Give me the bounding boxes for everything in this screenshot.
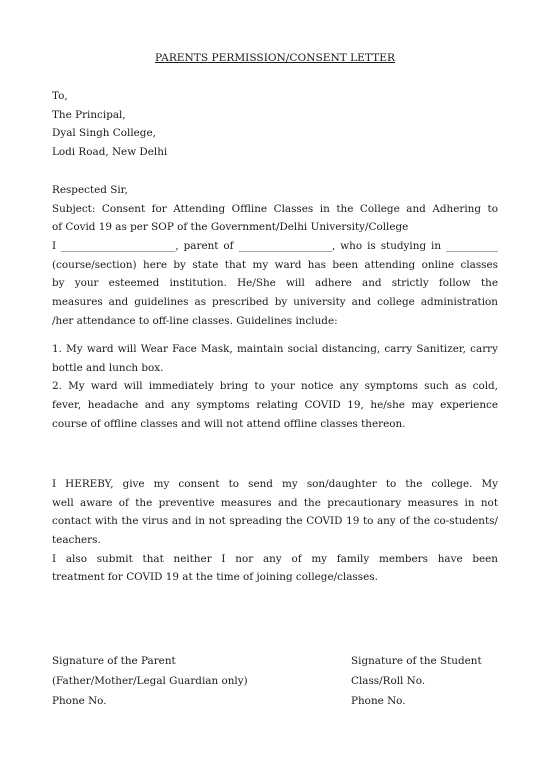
parent-phone-label: Phone No. xyxy=(52,695,107,707)
subject-line: of Covid 19 as per SOP of the Government/Delhi University/College xyxy=(52,221,409,234)
letter-title: PARENTS PERMISSION/CONSENT LETTER xyxy=(155,52,395,64)
consent-line: teachers. xyxy=(52,534,101,547)
body-line: measures and guidelines as prescribed by university and college administration xyxy=(52,296,498,309)
consent-line: well aware of the preventive measures and the precautionary measures in not xyxy=(52,496,498,509)
body-line: by your esteemed institution. He/She will adhere and strictly follow the xyxy=(52,277,498,290)
consent-line: I also submit that neither I nor any of my family members have been xyxy=(52,552,498,565)
parent-signature-label: Signature of the Parent xyxy=(52,655,176,667)
guideline-line: course of offline classes and will not attend offline classes thereon. xyxy=(52,417,406,430)
address-line: Lodi Road, New Delhi xyxy=(52,146,168,159)
recipient-address xyxy=(52,87,498,162)
guideline-line: 2. My ward will immediately bring to your notice any symptoms such as cold, xyxy=(52,380,498,393)
consent-line: I HEREBY, give my consent to send my son/daughter to the college. My xyxy=(52,478,498,490)
guidelines-list xyxy=(52,340,498,433)
address-line: The Principal, xyxy=(52,108,126,121)
body-line: (course/section) here by state that my ward has been attending online classes xyxy=(52,258,498,271)
body-line: I ______________________, parent of __________________, who is studying in __________ xyxy=(52,240,498,253)
subject-line: Subject: Consent for Attending Offline Classes in the College and Adhering to xyxy=(52,202,498,215)
parent-relation-label: (Father/Mother/Legal Guardian only) xyxy=(52,675,248,687)
student-phone-label: Phone No. xyxy=(351,695,406,707)
guideline-line: bottle and lunch box. xyxy=(52,361,164,374)
student-class-roll-label: Class/Roll No. xyxy=(351,675,426,687)
salutation: Respected Sir, xyxy=(52,184,128,196)
consent-line: contact with the virus and in not spreading the COVID 19 to any of the co-students/ xyxy=(52,515,498,528)
parent-signature-block xyxy=(52,651,248,711)
letter-body xyxy=(52,181,498,331)
address-line: Dyal Singh College, xyxy=(52,127,156,140)
guideline-line: 1. My ward will Wear Face Mask, maintain social distancing, carry Sanitizer, carry xyxy=(52,343,498,355)
guideline-line: fever, headache and any symptoms relating COVID 19, he/she may experience xyxy=(52,399,498,412)
address-line: To, xyxy=(52,90,68,102)
consent-line: treatment for COVID 19 at the time of joining college/classes. xyxy=(52,571,378,584)
student-signature-label: Signature of the Student xyxy=(351,655,482,667)
student-signature-block xyxy=(351,651,482,711)
consent-statement xyxy=(52,475,498,587)
body-line: /her attendance to off-line classes. Guidelines include: xyxy=(52,314,338,327)
